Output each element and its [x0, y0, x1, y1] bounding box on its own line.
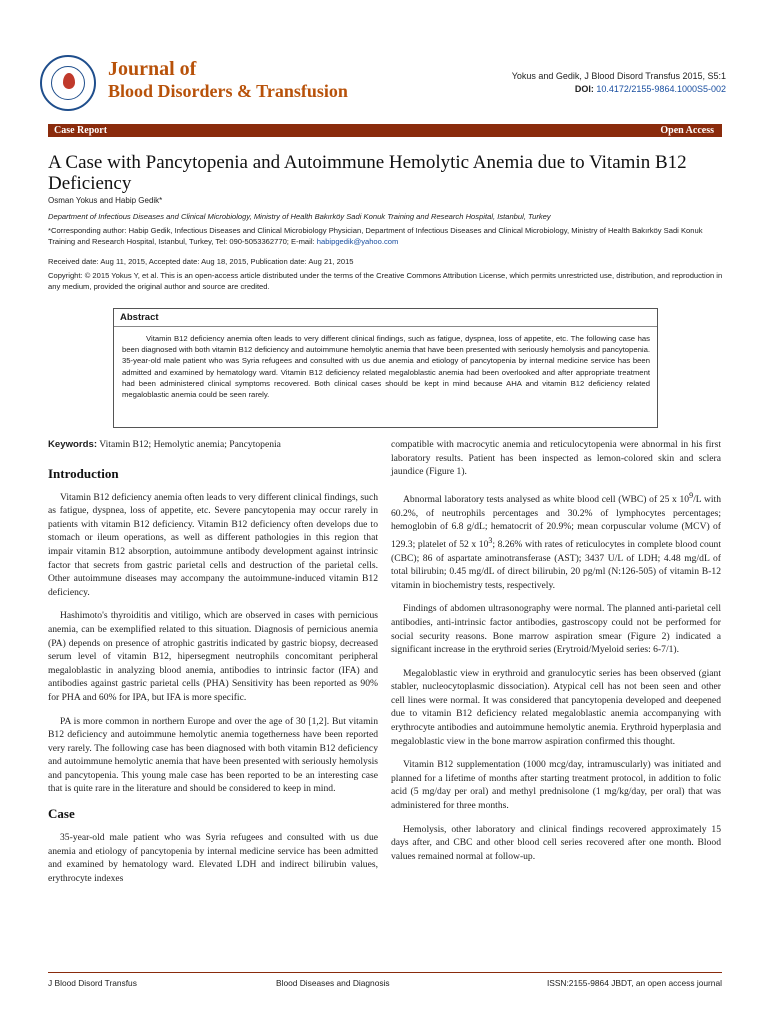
journal-logo: [40, 55, 96, 111]
footer-section: Blood Diseases and Diagnosis: [276, 978, 390, 988]
copyright: Copyright: © 2015 Yokus Y, et al. This is an open-access article distributed under the terms of the Creative Commons Attribution License, which permits unrestricted use, distribution, and reproduction in any medium, provided the original author and source are credited.: [48, 271, 723, 291]
journal-title-line1: Journal of: [108, 58, 197, 80]
citation-text: Yokus and Gedik, J Blood Disord Transfus 2015, S5:1: [511, 71, 726, 81]
journal-title[interactable]: [108, 58, 348, 102]
affiliation: Department of Infectious Diseases and Clinical Microbiology, Ministry of Health Bakırköy Sadi Konuk Training and Research Hospital, Istanbul, Turkey: [48, 212, 551, 221]
keywords-text: Vitamin B12; Hemolytic anemia; Pancytopenia: [99, 439, 281, 450]
lab-text-a: Abnormal laboratory tests analysed as white blood cell (WBC) of 25 x 10: [403, 493, 690, 505]
doi-link[interactable]: 10.4172/2155-9864.1000S5-002: [596, 84, 726, 94]
intro-paragraph-2: Hashimoto's thyroiditis and vitiligo, which are observed in cases with pernicious anemia, can be exemplified related to this situation. Diagnosis of pernicious anemia (PA) depends on presence of atrophic gastritis indicated by gastric biopsy, decreased serum level of vitamin B12, hipersegment neutrophils concomitant peripheral megaloblastic in analyzing blood anemia, antibodies to intrinsic factor (IFA) and antibodies against gastric parietal cells (PHA) Sensitivity has been reported as 90% for PHA and 60% for IPA, but IFA is more specific.: [48, 610, 378, 703]
logo-ring: [51, 66, 85, 100]
left-column: [48, 438, 378, 895]
outcome-paragraph: Hemolysis, other laboratory and clinical findings recovered approximately 15 days after, and CBC and other blood cell series recovered after one month. Blood values remained normal at follow-up.: [391, 823, 721, 862]
ultrasonography-paragraph: Findings of abdomen ultrasonography were normal. The planned anti-parietal cell antibodies, anti-intrinsic factor antibodies, gastroscopy could not be performed for social security reasons. Bone marrow aspiration smear (Figure 2) indicated a significant increase in the erythroid series (Erytroid/Myeloid series: 6-7/1).: [391, 603, 721, 656]
case-paragraph-2: compatible with macrocytic anemia and reticulocytopenia were abnormal in his first laboratory results. Patient has been inspected as lemon-colored skin and sclera jaundice (Figure 1).: [391, 439, 721, 478]
publication-dates: Received date: Aug 11, 2015, Accepted date: Aug 18, 2015, Publication date: Aug 21, 2015: [48, 257, 354, 266]
correspondence-text: *Corresponding author: Habip Gedik, Infectious Diseases and Clinical Microbiology Physician, Department of Infectious Diseases and Clinical Microbiology, Ministry of Health Bakırköy Sadi Konuk Training and Research Hospital, Istanbul, Turkey, Tel: 090-5053362770; E-mail:: [48, 226, 703, 246]
intro-paragraph-3: PA is more common in northern Europe and over the age of 30 [1,2]. But vitamin B12 deficiency and autoimmune hemolytic anemia togetherness have been reported very rarely. The following case has been diagnosed with both vitamin B12 deficiency and autoimmune hemolytic anemia that have been presented with seriously hemolysis and pancytopenia. This young male case has been reported to be an interesting case that is quite rare in the literature and should be considered to keep in mind.: [48, 715, 378, 795]
article-type-banner: [48, 124, 722, 137]
intro-paragraph-1: Vitamin B12 deficiency anemia often leads to very different clinical findings, such as fatigue, dyspnea, loss of appetite, etc. Severe pancytopenia may occur rarely in patients with vitamin B12 deficiency. Vitamin B12 deficiency often develops due to stomach or ileum operations, as well as different pathologies in this region that impair vitamin B12 absorption, autoimmune antibody development against intrinsic factor that secrets from gastric parietal cells and destruction of the parietal cells. Other autoimmune diseases may accompany the autoimmune-induced vitamin B12 deficiency.: [48, 491, 378, 598]
journal-header: [0, 0, 768, 120]
lab-results-paragraph: [391, 489, 721, 593]
email-link[interactable]: habipgedik@yahoo.com: [316, 236, 399, 246]
footer-journal: J Blood Disord Transfus: [48, 978, 137, 988]
journal-title-line2: Blood Disorders & Transfusion: [108, 81, 348, 101]
article-type: Case Report: [54, 125, 108, 136]
case-heading: Case: [48, 806, 75, 822]
abstract-box: [113, 308, 658, 428]
doi-label: DOI:: [574, 84, 594, 94]
abstract-heading: Abstract: [114, 309, 657, 327]
keywords-label: Keywords:: [48, 439, 98, 450]
article-title: A Case with Pancytopenia and Autoimmune Hemolytic Anemia due to Vitamin B12 Deficiency: [48, 152, 687, 194]
abstract-text: Vitamin B12 deficiency anemia often leads to very different clinical findings, such as fatigue, dyspnea, loss of appetite, etc. The following case has been diagnosed with both vitamin B12 deficiency and autoimmune hemolytic anemia that have been presented with seriously hemolysis and pancytopenia. 35-year-old male patient who was Syria refugees and consulted with us due anemia and etiology of pancytopenia by internal medicine service has been admitted and examined by hematology ward. Vitamin B12 deficiency related megaloblastic anemia had been overlooked and after appropriate treatment had been administered clinical symptoms recovered. Both clinical cases should be kept in mind because AHA and vitamin B12 deficiency related megaloblastic anemia could be seen rarely.: [122, 334, 650, 400]
correspondence: [48, 226, 724, 247]
lab-text-b: /L with 60.2%, of neutrophils percentages and 30.2% of lymphocytes percentages; hemoglobin of 6.8 g/dL; hematocrit of 20.9%; mean corpuscular volume (MCV) of 129.3; platelet of 52 x 10: [391, 493, 721, 550]
exponent-3: 3: [488, 535, 493, 545]
footer-divider: [48, 972, 722, 973]
footer-issn: ISSN:2155-9864 JBDT, an open access journal: [546, 978, 722, 988]
lab-text-c: ; 8.26% with rates of reticulocytes in complete blood count (CBC); 86 of aspartate aminotransferase (AST); 3437 U/L of LDH; 4.48 mg/dL of total bilirubin; 0.45 mg/dL of direct bilirubin, 20 pg/ml (N:126-505) of vitamin B-12 vitamin in biochemistry tests, respectively.: [391, 538, 722, 591]
treatment-paragraph: Vitamin B12 supplementation (1000 mcg/day, intramuscularly) was initiated and planned for a lifetime of months after starting treatment protocol, in addition to folic acid (5 mg/day per oral) and methyl prednisolone (1 mg/kg/day, per oral) that was administered for three months.: [391, 759, 721, 812]
right-column: [391, 438, 721, 873]
open-access-label: Open Access: [660, 125, 714, 136]
keywords: [48, 438, 378, 452]
blood-drop-icon: [63, 73, 75, 89]
introduction-heading: Introduction: [48, 465, 119, 481]
megaloblastic-paragraph: Megaloblastic view in erythroid and granulocytic series has been observed (giant stabler, nucleocytoplasmic dissociation). Atypical cell has not been seen and other cell lines were normal. It was considered that pancytopenia developed and deepened due to vitamin B12 deficiency related megaloblastic anemia accompanying with erythrocyte antibodies and autoimmune hemolytic anemia. Erythroid hyperplasia and megaloblastic view in the bone marrow aspiration confirmed this thought.: [391, 667, 721, 747]
exponent-9: 9: [689, 490, 694, 500]
citation-block: [512, 70, 726, 96]
case-paragraph-1: 35-year-old male patient who was Syria refugees and consulted with us due anemia and etiology of pancytopenia by internal medicine service has been admitted and examined by hematology ward. Elevated LDH and indirect bilirubin values, erythrocyte indexes: [48, 832, 378, 884]
authors: Osman Yokus and Habip Gedik*: [48, 196, 163, 205]
